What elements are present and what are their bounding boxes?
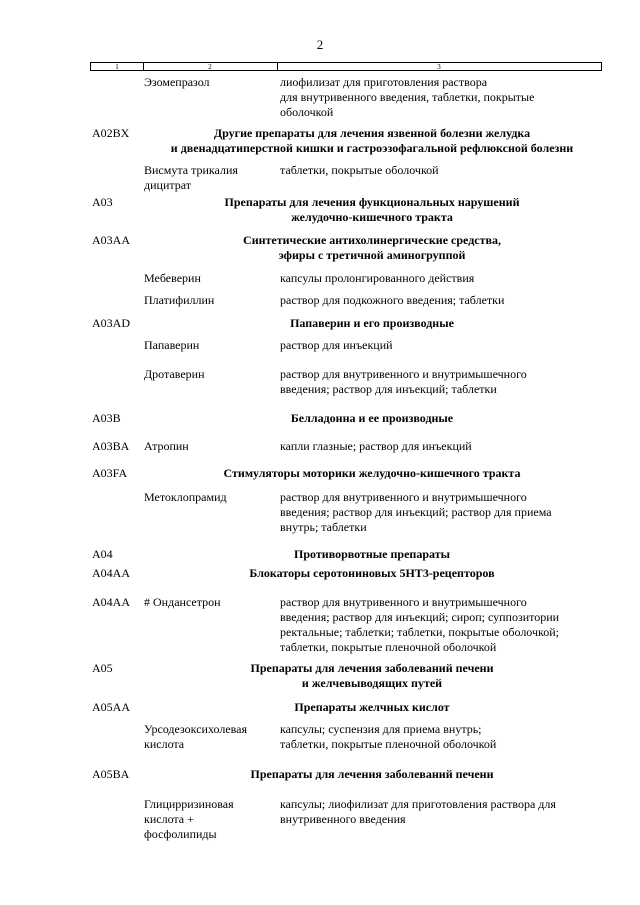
drug-name: # Ондансетрон: [144, 595, 221, 609]
drug-name: Платифиллин: [144, 293, 215, 307]
dosage-form: таблетки, покрытые оболочкой: [280, 163, 439, 177]
group-title: Папаверин и его производные: [290, 316, 454, 330]
atc-code: A03: [92, 195, 113, 209]
dosage-form: раствор для внутривенного и внутримышечного введения; раствор для инъекций; раствор для приема внутрь; таблетки: [280, 490, 552, 534]
header-col-1: 1: [91, 63, 144, 70]
dosage-form: раствор для внутривенного и внутримышечного введения; раствор для инъекций; сироп; суппозитории ректальные; таблетки; таблетки, покрытые оболочкой; таблетки, покрытые пленочной оболочкой: [280, 595, 560, 654]
group-title: Стимуляторы моторики желудочно-кишечного тракта: [223, 466, 521, 480]
drug-name: Дротаверин: [144, 367, 205, 381]
group-title: Противорвотные препараты: [294, 547, 450, 561]
dosage-form: капсулы пролонгированного действия: [280, 271, 475, 285]
group-title: Белладонна и ее производные: [290, 411, 454, 425]
dosage-form: раствор для инъекций: [280, 338, 393, 352]
atc-code: A02BX: [92, 126, 130, 140]
header-col-2: 2: [143, 63, 278, 70]
dosage-form: лиофилизат для приготовления раствора для внутривенного введения, таблетки, покрытые оболочкой: [280, 75, 535, 119]
group-title: Блокаторы серотониновых 5НТ3-рецепторов: [249, 566, 495, 580]
atc-code: A03FA: [92, 466, 128, 480]
group-title: Препараты для лечения функциональных нарушений желудочно-кишечного тракта: [224, 195, 520, 224]
atc-code: A03B: [92, 411, 121, 425]
group-title: Другие препараты для лечения язвенной болезни желудка и двенадцатиперстной кишки и гастроэзофагальной рефлюксной болезни: [170, 126, 574, 155]
drug-name: Мебеверин: [144, 271, 201, 285]
dosage-form: раствор для внутривенного и внутримышечного введения; раствор для инъекций; таблетки: [280, 367, 527, 396]
atc-code: A04: [92, 547, 113, 561]
dosage-form: капли глазные; раствор для инъекций: [280, 439, 472, 453]
table-header: [90, 62, 602, 71]
drug-name: Висмута трикалия дицитрат: [144, 163, 238, 192]
atc-code: A03AA: [92, 233, 130, 247]
group-title: Препараты для лечения заболеваний печени: [250, 767, 494, 781]
header-col-3: 3: [437, 63, 441, 71]
page-number: 2: [316, 37, 324, 52]
group-title: Синтетические антихолинергические средства, эфиры с третичной аминогруппой: [243, 233, 501, 262]
drug-name: Урсодезоксихолевая кислота: [144, 722, 248, 751]
atc-code: A04AA: [92, 566, 130, 580]
atc-code: A03BA: [92, 439, 130, 453]
drug-name: Папаверин: [144, 338, 200, 352]
drug-name: Глицирризиновая кислота + фосфолипиды: [144, 797, 234, 841]
atc-code: A05BA: [92, 767, 130, 781]
dosage-form: капсулы; суспензия для приема внутрь; таблетки, покрытые пленочной оболочкой: [280, 722, 497, 751]
drug-name: Метоклопрамид: [144, 490, 227, 504]
atc-code: A05AA: [92, 700, 130, 714]
atc-code: A05: [92, 661, 113, 675]
drug-name: Эзомепразол: [144, 75, 210, 89]
group-title: Препараты желчных кислот: [294, 700, 450, 714]
drug-name: Атропин: [144, 439, 189, 453]
dosage-form: раствор для подкожного введения; таблетки: [280, 293, 505, 307]
dosage-form: капсулы; лиофилизат для приготовления раствора для внутривенного введения: [280, 797, 556, 826]
group-title: Препараты для лечения заболеваний печени и желчевыводящих путей: [250, 661, 494, 690]
atc-code: A04AA: [92, 595, 130, 609]
atc-code: A03AD: [92, 316, 130, 330]
